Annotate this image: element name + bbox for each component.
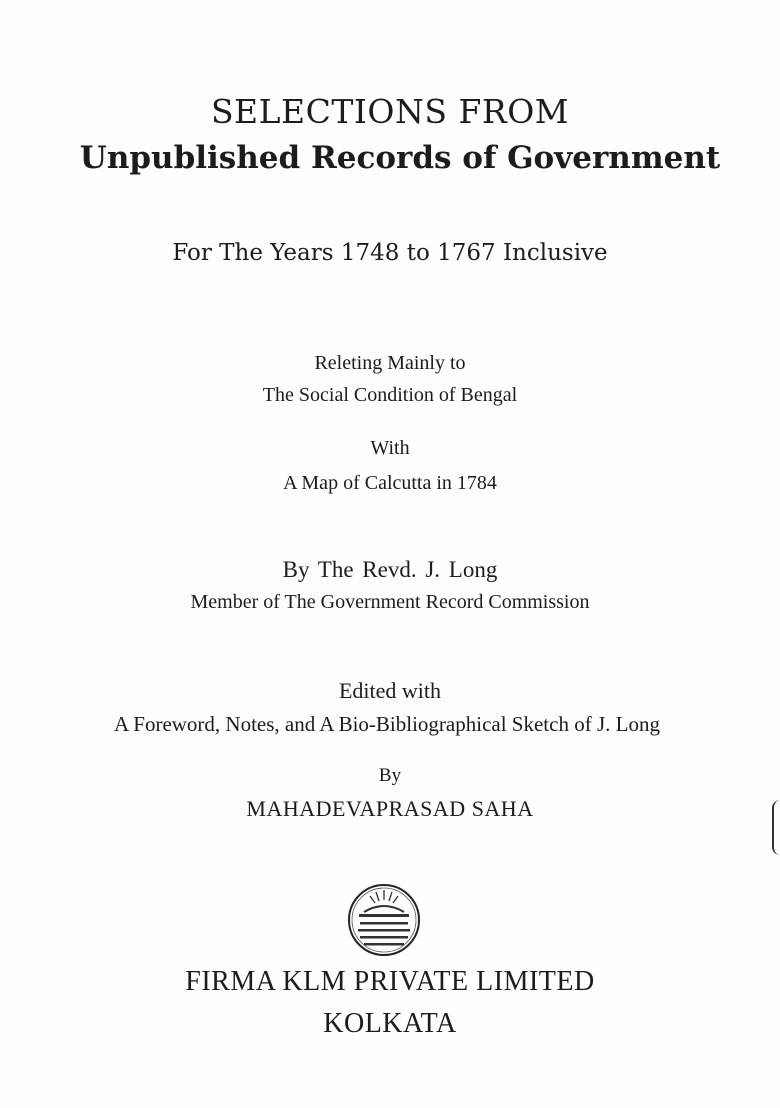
edited-line-2: A Foreword, Notes, and A Bio-Bibliographical Sketch of J. Long [114, 712, 660, 736]
publisher-seal-logo [346, 882, 422, 958]
page-edge-mark [772, 800, 780, 855]
title-line-1: SELECTIONS FROM [210, 92, 570, 131]
editor-name: MAHADEVAPRASAD SAHA [246, 796, 534, 821]
by-label: By [378, 765, 402, 786]
with-line-2: A Map of Calcutta in 1784 [283, 472, 497, 494]
publisher-name: FIRMA KLM PRIVATE LIMITED [185, 966, 595, 997]
with-line-1: With [370, 437, 410, 459]
years-subtitle: For The Years 1748 to 1767 Inclusive [172, 240, 608, 266]
author: By The Revd. J. Long [282, 557, 498, 582]
relating-line-1: Releting Mainly to [314, 352, 466, 374]
edited-line-1: Edited with [338, 678, 442, 703]
author-role: Member of The Government Record Commission [190, 591, 590, 613]
title-line-2: Unpublished Records of Government [79, 140, 721, 176]
relating-line-2: The Social Condition of Bengal [262, 384, 518, 406]
publisher-city: KOLKATA [323, 1008, 457, 1039]
